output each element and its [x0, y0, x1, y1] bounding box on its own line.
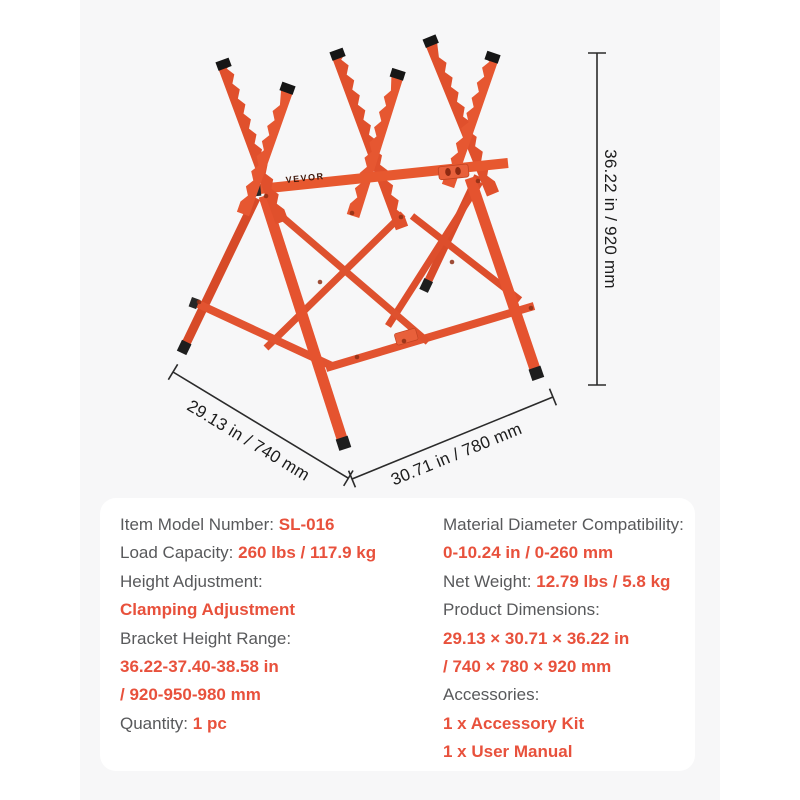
spec-panel	[100, 498, 695, 771]
spec-row-model	[120, 511, 376, 539]
width-dimension-label: 30.71 in / 780 mm	[388, 419, 525, 490]
spec-value: 29.13 × 30.71 × 36.22 in	[443, 628, 630, 648]
spec-row-load-capacity	[120, 539, 376, 567]
spec-row-bracket-range-in	[120, 653, 376, 681]
spec-label: Height Adjustment:	[120, 571, 263, 591]
spec-row-diameter	[443, 511, 684, 539]
spec-label: Net Weight:	[443, 571, 537, 591]
spec-row-dimensions-mm	[443, 653, 684, 681]
width-dimension	[349, 389, 563, 503]
spec-row-height-adjustment	[120, 568, 376, 596]
spec-row-diameter-value	[443, 539, 684, 567]
spec-row-product-dimensions	[443, 596, 684, 624]
spec-row-quantity	[120, 710, 376, 738]
spec-label: Bracket Height Range:	[120, 628, 292, 648]
depth-dimension-label: 29.13 in / 740 mm	[183, 396, 314, 485]
spec-label: Quantity:	[120, 713, 193, 733]
sawhorse-drawing	[182, 37, 539, 449]
spec-value: Clamping Adjustment	[120, 600, 296, 620]
spec-value: 12.79 lbs / 5.8 kg	[536, 571, 671, 591]
height-dimension-label: 36.22 in / 920 mm	[601, 149, 620, 289]
spec-row-bracket-range-mm	[120, 681, 376, 709]
brand-logo: VEVOR	[285, 170, 326, 185]
spec-row-bracket-range	[120, 625, 376, 653]
height-dimension	[588, 53, 620, 385]
spec-row-user-manual	[443, 738, 684, 766]
spec-value: 260 lbs / 117.9 kg	[238, 543, 377, 563]
spec-label: Material Diameter Compatibility:	[443, 515, 684, 534]
spec-value: 0-10.24 in / 0-260 mm	[443, 543, 614, 563]
spec-label: Item Model Number:	[120, 515, 279, 534]
spec-row-accessories	[443, 681, 684, 709]
spec-row-accessory-kit	[443, 710, 684, 738]
spec-value: 1 x Accessory Kit	[443, 713, 585, 733]
spec-value: SL-016	[278, 515, 335, 534]
spec-label: Load Capacity:	[120, 543, 239, 563]
spec-column-left	[120, 511, 376, 738]
spec-row-dimensions-in	[443, 625, 684, 653]
spec-row-net-weight	[443, 568, 684, 596]
spec-value: 1 x User Manual	[443, 742, 573, 762]
spec-row-clamping	[120, 596, 376, 624]
spec-value: / 740 × 780 × 920 mm	[443, 657, 612, 677]
spec-label: Accessories:	[443, 685, 540, 705]
spec-label: Product Dimensions:	[443, 600, 600, 620]
spec-value: 36.22-37.40-38.58 in	[120, 657, 279, 677]
spec-column-right	[443, 511, 684, 767]
spec-value: 1 pc	[192, 713, 227, 733]
spec-value: / 920-950-980 mm	[120, 685, 261, 705]
